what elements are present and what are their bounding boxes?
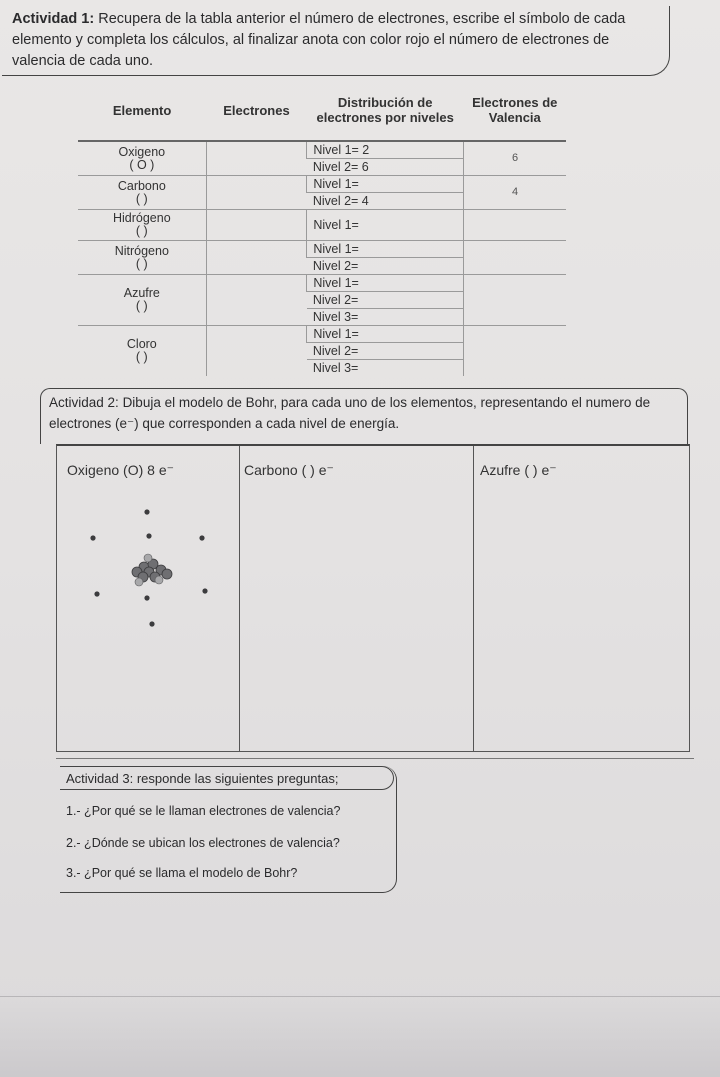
electrons-cell[interactable]: [206, 210, 307, 241]
header-valencia: Electrones de Valencia: [464, 80, 566, 141]
activity-3-box: [60, 766, 397, 893]
element-cell: [78, 326, 206, 377]
element-symbol: ( O ): [129, 157, 155, 172]
header-distribucion: Distribución de electrones por niveles: [307, 80, 464, 141]
element-cell: [78, 141, 206, 176]
valence-cell: 4: [464, 176, 566, 210]
divider: [56, 758, 694, 759]
level-cell: Nivel 2= 6: [307, 159, 464, 176]
bohr-box-title: Azufre ( ) e⁻: [480, 462, 557, 478]
level-cell: Nivel 3=: [307, 360, 464, 377]
valence-cell: [464, 241, 566, 275]
level-cell: Nivel 1= 2: [307, 141, 464, 159]
level-cell: Nivel 1=: [307, 326, 464, 343]
element-symbol: ( ): [135, 299, 148, 313]
bohr-box-oxygen[interactable]: [57, 446, 239, 751]
bohr-box-sulfur[interactable]: [473, 446, 689, 751]
table-row: [78, 141, 566, 159]
activity-2-text: Dibuja el modelo de Bohr, para cada uno de los elementos, representando el numero de electrones (e⁻) que corresponden a cada nivel de energía.: [49, 395, 651, 431]
element-table: [78, 80, 566, 376]
level-cell: Nivel 2=: [307, 292, 464, 309]
bohr-model-grid: [56, 444, 690, 752]
element-cell: [78, 210, 206, 241]
table-row: [78, 176, 566, 193]
activity-1-text: Recupera de la tabla anterior el número de electrones, escribe el símbolo de cada elemento y completa los cálculos, al finalizar anota con color rojo el número de electrones de valencia de cada uno.: [12, 11, 626, 69]
level-cell: Nivel 1=: [307, 176, 464, 193]
element-name: Carbono: [117, 178, 166, 193]
level-cell: Nivel 2= 4: [307, 193, 464, 210]
element-symbol: ( ): [135, 191, 148, 206]
question-1: 1.- ¿Por qué se le llaman electrones de valencia?: [66, 804, 341, 818]
table-header-row: [78, 80, 566, 141]
level-cell: Nivel 2=: [307, 258, 464, 275]
element-name: Oxigeno: [118, 144, 166, 159]
level-cell: Nivel 1=: [307, 275, 464, 292]
question-3: 3.- ¿Por qué se llama el modelo de Bohr?: [66, 866, 298, 880]
bohr-box-title: Oxigeno (O) 8 e⁻: [67, 462, 174, 478]
electrons-cell[interactable]: [206, 275, 307, 326]
activity-2-label: Actividad 2:: [49, 395, 119, 410]
electrons-cell[interactable]: [206, 241, 307, 275]
element-cell: [78, 275, 206, 326]
bohr-model-oxygen-drawing: [57, 446, 239, 746]
element-name: Azufre: [123, 286, 160, 300]
valence-cell: [464, 326, 566, 377]
electrons-cell[interactable]: [206, 176, 307, 210]
valence-cell: [464, 275, 566, 326]
question-2: 2.- ¿Dónde se ubican los electrones de valencia?: [66, 836, 340, 850]
level-cell: Nivel 2=: [307, 343, 464, 360]
bohr-box-title: Carbono ( ) e⁻: [244, 462, 334, 478]
table-row: [78, 275, 566, 292]
element-symbol: ( ): [135, 350, 148, 364]
element-cell: [78, 176, 206, 210]
valence-cell: [464, 210, 566, 241]
activity-2-instructions: [40, 388, 688, 444]
table-row: [78, 241, 566, 258]
header-electrones: Electrones: [206, 80, 307, 141]
electrons-cell[interactable]: [206, 326, 307, 377]
activity-1-instructions: [2, 6, 670, 76]
element-symbol: ( ): [135, 224, 148, 238]
valence-cell: 6: [464, 141, 566, 176]
level-cell: Nivel 1=: [307, 241, 464, 258]
element-symbol: ( ): [135, 256, 148, 271]
header-elemento: Elemento: [78, 80, 206, 141]
bohr-box-carbon[interactable]: [239, 446, 473, 751]
table-row: [78, 326, 566, 343]
activity-1-label: Actividad 1:: [12, 11, 95, 27]
element-name: Hidrógeno: [112, 211, 171, 225]
table-row: [78, 210, 566, 241]
electrons-cell[interactable]: [206, 141, 307, 176]
level-cell: Nivel 3=: [307, 309, 464, 326]
paper-shadow: [0, 990, 720, 1077]
element-name: Cloro: [126, 337, 157, 351]
element-cell: [78, 241, 206, 275]
element-name: Nitrógeno: [114, 243, 169, 258]
activity-3-title: Actividad 3: responde las siguientes preguntas;: [60, 766, 394, 790]
level-cell: Nivel 1=: [307, 210, 464, 241]
